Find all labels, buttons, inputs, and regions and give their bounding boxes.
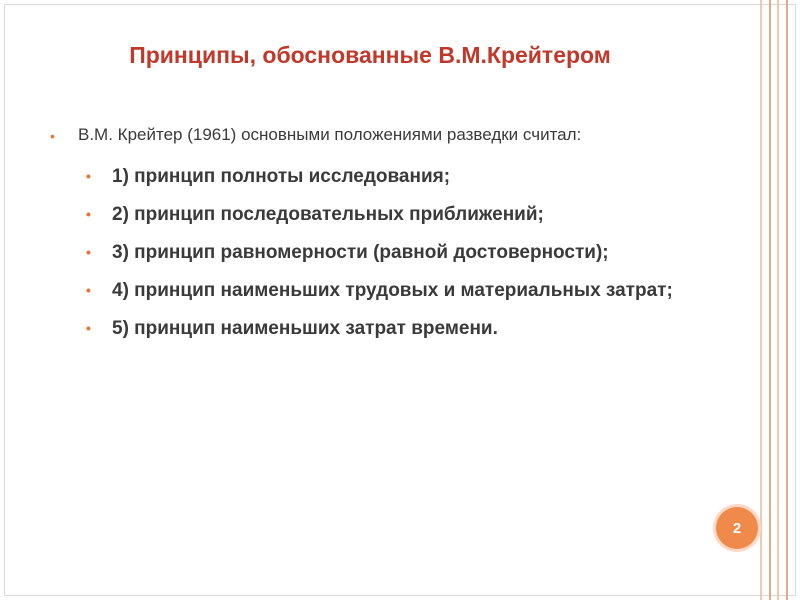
bullet-icon: • [86, 206, 91, 222]
principles-list [50, 162, 710, 343]
bullet-icon: • [50, 128, 55, 144]
list-item-text: 3) принцип равномерности (равной достоверности); [112, 242, 609, 263]
list-item-text: 5) принцип наименьших затрат времени. [112, 318, 498, 339]
stripe [777, 0, 779, 600]
intro-paragraph [50, 124, 710, 146]
bullet-icon: • [86, 168, 91, 184]
decorative-stripes [760, 0, 788, 600]
list-item-text: 2) принцип последовательных приближений; [112, 204, 544, 225]
list-item [86, 162, 710, 191]
list-item [86, 200, 710, 229]
list-item-text: 4) принцип наименьших трудовых и материальных затрат; [112, 280, 673, 301]
list-item [86, 276, 710, 305]
list-item [86, 314, 710, 343]
bullet-icon: • [86, 282, 91, 298]
stripe [769, 0, 771, 600]
list-item-text: 1) принцип полноты исследования; [112, 166, 451, 187]
slide-title: Принципы, обоснованные В.М.Крейтером [129, 42, 611, 68]
list-item [86, 238, 710, 267]
page-number: 2 [732, 519, 742, 537]
page-number-badge [716, 507, 758, 549]
slide-content [50, 124, 710, 352]
stripe [760, 0, 762, 600]
stripe [786, 0, 788, 600]
intro-text: В.М. Крейтер (1961) основными положениями разведки считал: [78, 125, 582, 144]
bullet-icon: • [86, 320, 91, 336]
bullet-icon: • [86, 244, 91, 260]
